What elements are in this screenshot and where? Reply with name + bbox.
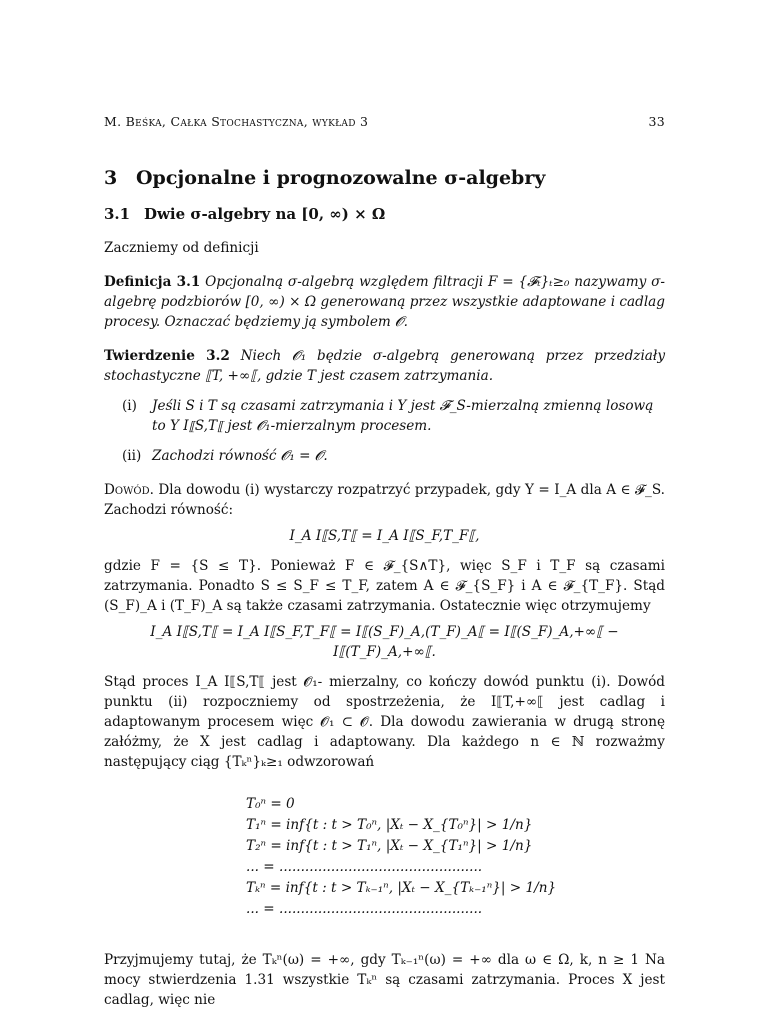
page-number: 33 bbox=[648, 114, 665, 129]
proof-label: Dowód. bbox=[104, 482, 154, 498]
theorem-text: Niech 𝓞₁ będzie σ-algebrą generowaną przez przedziały stochastyczne ⟦T, +∞⟦, gdzie T jest czasem zatrzymania. bbox=[104, 348, 665, 384]
header-author-title: M. Beśka, Całka Stochastyczna, wykład 3 bbox=[104, 114, 369, 129]
proof-paragraph-1 bbox=[104, 480, 665, 520]
definition-label: Definicja 3.1 bbox=[104, 274, 201, 290]
sequence-line: T₀ⁿ = 0 bbox=[246, 796, 295, 812]
proof-paragraph-3: Stąd proces I_A I⟦S,T⟦ jest 𝓞₁- mierzalny, co kończy dowód punktu (i). Dowód punktu (ii) rozpoczniemy od spostrzeżenia, że I⟦T,+∞⟦ jest cadlag i adaptowanym procesem więc 𝓞₁ ⊂ 𝓞. Dla dowodu zawierania w drugą stronę załóżmy, że X jest cadlag i adaptowany. Dla każdego n ∈ ℕ rozważmy następujący ciąg {Tₖⁿ}ₖ≥₁ odwzorowań bbox=[104, 674, 665, 770]
theorem-label: Twierdzenie 3.2 bbox=[104, 348, 230, 364]
closing-paragraph: Przyjmujemy tutaj, że Tₖⁿ(ω) = +∞, gdy Tₖ₋₁ⁿ(ω) = +∞ dla ω ∈ Ω, k, n ≥ 1 Na mocy stwierdzenia 1.31 wszystkie Tₖⁿ są czasami zatrzymania. Proces X jest cadlag, więc nie bbox=[104, 952, 665, 1008]
sequence-line: T₁ⁿ = inf{t : t > T₀ⁿ, |Xₜ − X_{T₀ⁿ}| > 1/n} bbox=[246, 817, 533, 833]
item-label: (ii) bbox=[122, 448, 142, 464]
item-label: (i) bbox=[122, 398, 137, 414]
proof-paragraph-2: gdzie F = {S ≤ T}. Ponieważ F ∈ 𝓕_{S∧T}, więc S_F i T_F są czasami zatrzymania. Ponadto S ≤ S_F ≤ T_F, zatem A ∈ 𝓕_{S_F} i A ∈ 𝓕_{T_F}. Stąd (S_F)_A i (T_F)_A są także czasami zatrzymania. Ostatecznie więc otrzymujemy bbox=[104, 558, 665, 614]
page-content bbox=[104, 112, 665, 1024]
theorem-items bbox=[122, 396, 665, 466]
theorem-item bbox=[122, 396, 665, 436]
theorem bbox=[104, 346, 665, 386]
sequence-line: Tₖⁿ = inf{t : t > Tₖ₋₁ⁿ, |Xₜ − X_{Tₖ₋₁ⁿ}| > 1/n} bbox=[246, 880, 557, 896]
definition bbox=[104, 272, 665, 332]
subsection-title: Dwie σ-algebry na [0, ∞) × Ω bbox=[144, 205, 386, 223]
section-title: Opcjonalne i prognozowalne σ-algebry bbox=[136, 167, 546, 189]
subsection-heading bbox=[104, 204, 665, 224]
section-heading bbox=[104, 168, 665, 188]
equation-2: I_A I⟦S,T⟦ = I_A I⟦S_F,T_F⟦ = I⟦(S_F)_A,(T_F)_A⟦ = I⟦(S_F)_A,+∞⟦ − I⟦(T_F)_A,+∞⟦. bbox=[150, 624, 619, 660]
sequence-line: ... = ............................................... bbox=[246, 859, 483, 875]
definition-text: Opcjonalną σ-algebrą względem filtracji F = {𝓕ₜ}ₜ≥₀ nazywamy σ-algebrę podzbiorów [0, ∞) × Ω generowaną przez wszystkie adaptowane i cadlag procesy. Oznaczać będziemy ją symbolem 𝓞. bbox=[104, 274, 665, 330]
subsection-number: 3.1 bbox=[104, 205, 131, 223]
equation-1: I_A I⟦S,T⟦ = I_A I⟦S_F,T_F⟦, bbox=[289, 528, 480, 544]
theorem-item bbox=[122, 446, 665, 466]
proof-text-1: Dla dowodu (i) wystarczy rozpatrzyć przypadek, gdy Y = I_A dla A ∈ 𝓕_S. Zachodzi równość: bbox=[104, 482, 665, 518]
section-number: 3 bbox=[104, 167, 118, 189]
stopping-times-sequence bbox=[246, 794, 665, 920]
item-text: Zachodzi równość 𝓞₁ = 𝓞. bbox=[152, 448, 328, 464]
running-header bbox=[104, 112, 665, 132]
intro-text: Zaczniemy od definicji bbox=[104, 240, 259, 256]
item-text: Jeśli S i T są czasami zatrzymania i Y jest 𝓕_S-mierzalną zmienną losową to Y I⟦S,T⟦ jest 𝓞₁-mierzalnym procesem. bbox=[152, 398, 654, 434]
sequence-line: ... = ............................................... bbox=[246, 901, 483, 917]
sequence-line: T₂ⁿ = inf{t : t > T₁ⁿ, |Xₜ − X_{T₁ⁿ}| > 1/n} bbox=[246, 838, 533, 854]
